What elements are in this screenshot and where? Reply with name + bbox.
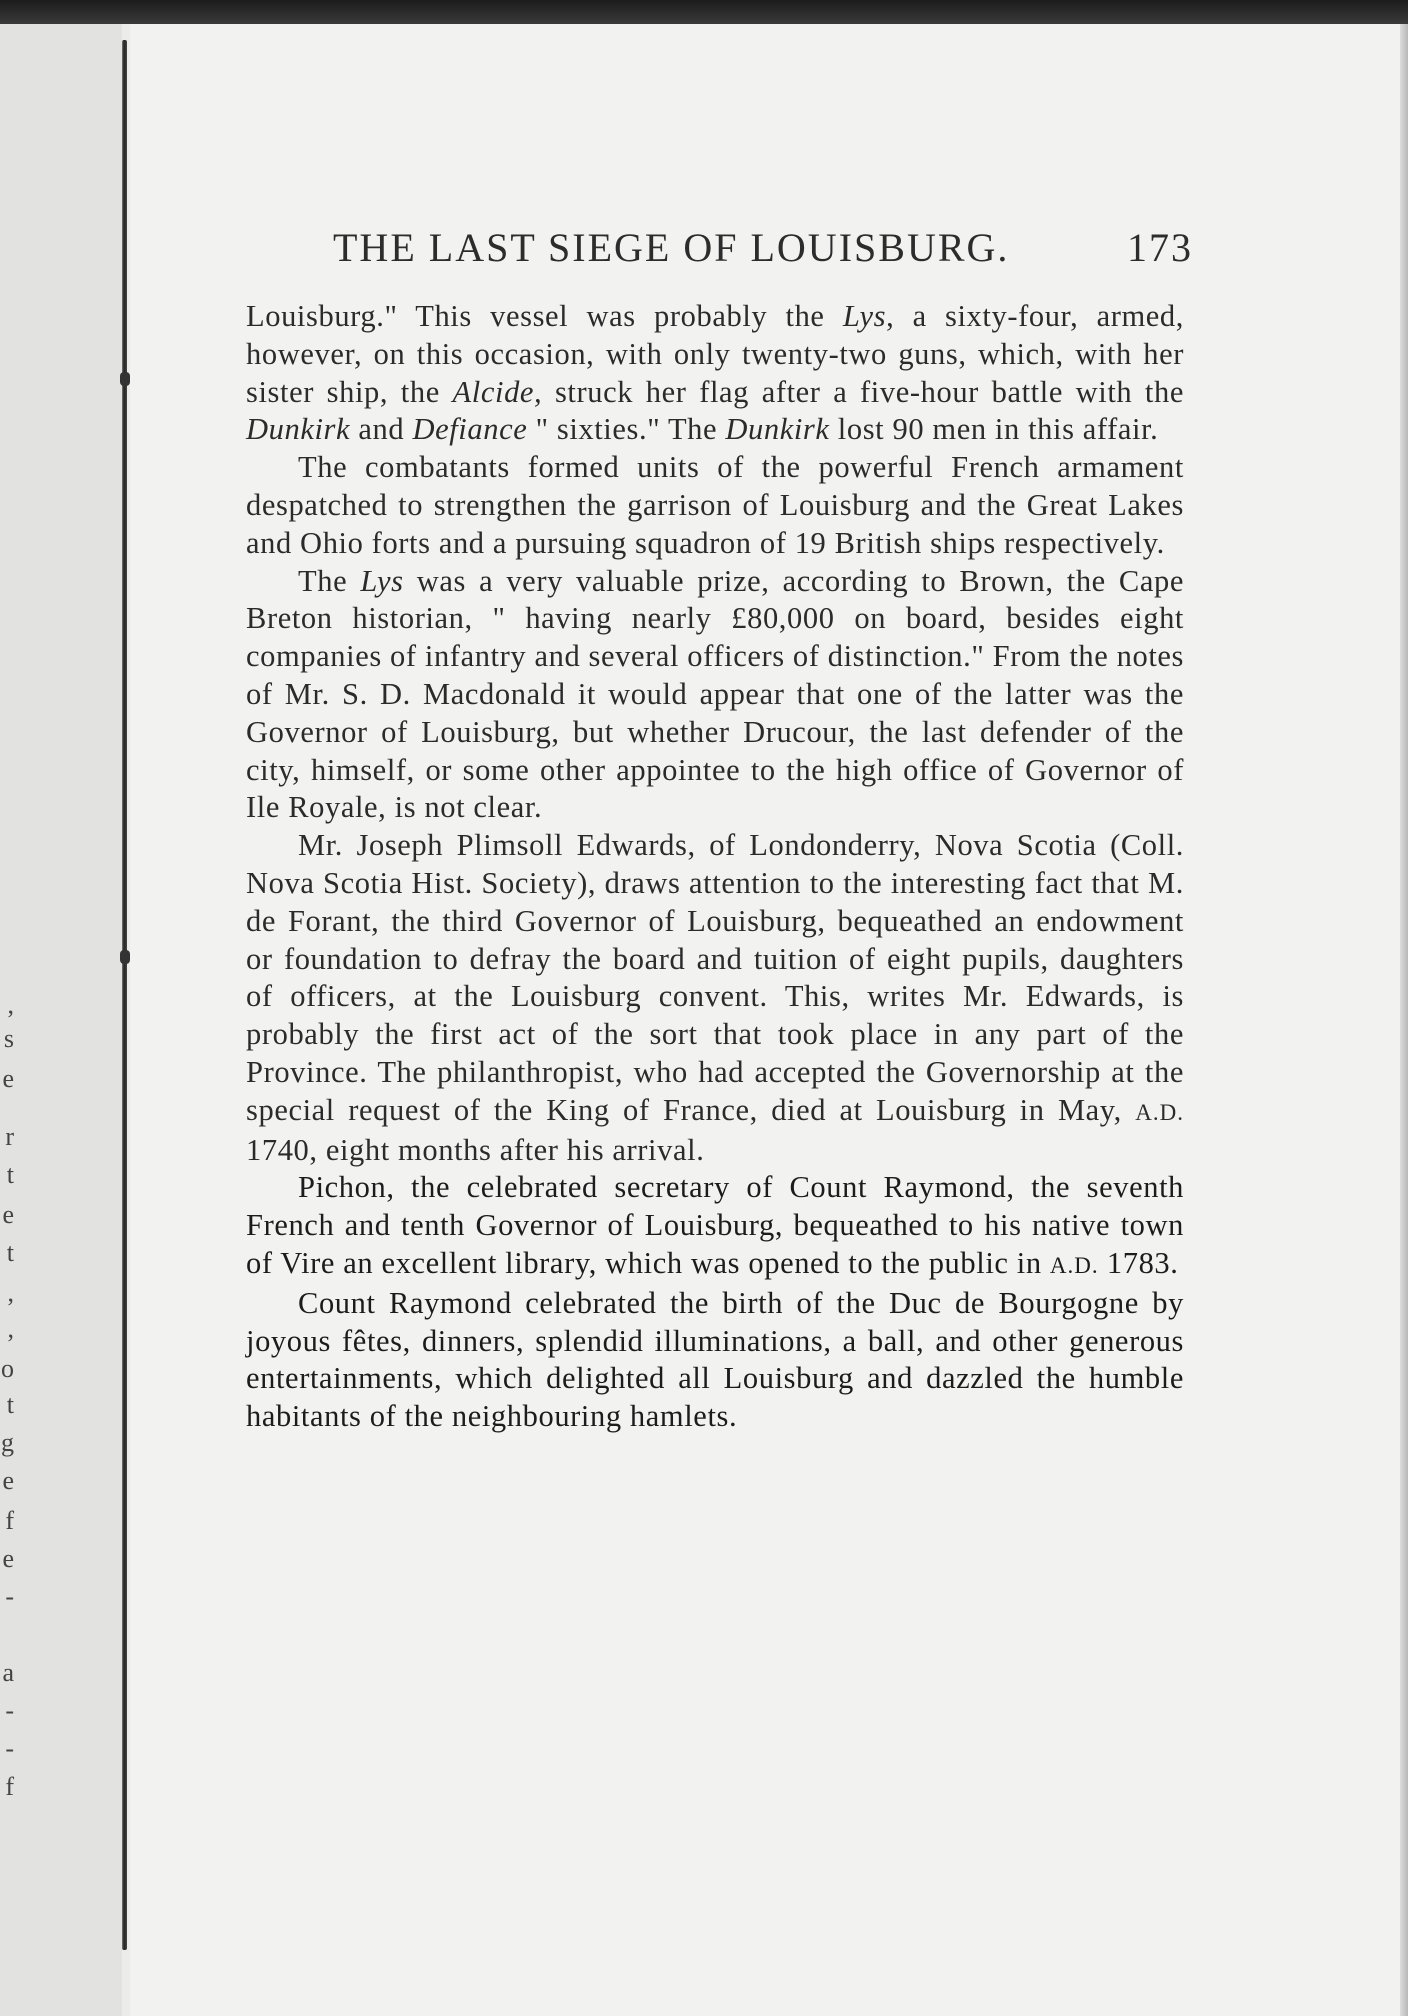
facing-page-fragment: o — [1, 1354, 14, 1383]
facing-page-fragment: e — [2, 1466, 14, 1495]
paragraph — [246, 563, 1184, 828]
paragraph: The combatants formed units of the powerful French armament despatched to strengthen the garrison of Louisburg and the Great Lakes and Ohio forts and a pursuing squadron of 19 British ships respectively. — [246, 450, 1184, 560]
text-run: Louisburg." This vessel was probably the — [246, 299, 843, 333]
binding-stitch-mark — [120, 950, 130, 964]
facing-page-fragment: - — [5, 1696, 14, 1725]
paragraph — [246, 1169, 1184, 1284]
body-text — [246, 298, 1184, 1436]
ship-name: Dunkirk — [725, 412, 830, 447]
running-head — [333, 224, 1193, 274]
text-run: Mr. Joseph Plimsoll Edwards, of Londonderry, Nova Scotia (Coll. Nova Scotia Hist. Society), draws attention to the interesting fact that M. de Forant, the third Governor of Louisburg, bequeathed an endowment or foundation to defray the board and tuition of eight pupils, daughters of officers, at the Louisburg convent. This, writes Mr. Edwards, is probably the first act of the sort that took place in any part of the Province. The philanthropist, who had accepted the Governorship at the special request of the King of France, died at Louisburg in May, — [246, 828, 1184, 1127]
ship-name: Lys — [360, 563, 404, 598]
ship-name: Alcide, — [452, 374, 543, 409]
facing-page-fragment: s — [3, 1024, 14, 1053]
facing-page-fragment: - — [5, 1734, 14, 1763]
ship-name: Defiance — [412, 412, 528, 447]
paragraph — [246, 298, 1184, 449]
facing-page-fragment: e — [2, 1064, 14, 1093]
facing-page-fragment: , — [7, 990, 14, 1019]
text-run: " sixties." The — [527, 412, 726, 447]
facing-page-edge — [0, 24, 122, 2016]
text-run: struck her flag after a five-hour battle with the — [542, 374, 1184, 409]
text-run: , a sixty-four, armed, however, on this occasion, with only twenty-two guns, which, with her sister ship, the — [246, 299, 1184, 409]
facing-page-fragment: , — [7, 1314, 14, 1343]
facing-page-fragment: e — [2, 1544, 14, 1573]
gutter-binding-line — [122, 40, 127, 1950]
text-run: The — [298, 563, 361, 598]
facing-page-fragment: t — [6, 1160, 14, 1189]
facing-page-fragment: f — [5, 1506, 14, 1535]
paragraph: Count Raymond celebrated the birth of the Duc de Bourgogne by joyous fêtes, dinners, splendid illuminations, a ball, and other generous entertainments, which delighted all Louisburg and dazzled the humble habitants of the neighbouring hamlets. — [246, 1285, 1184, 1434]
facing-page-fragment: e — [2, 1200, 14, 1229]
facing-page-fragment: f — [5, 1772, 14, 1801]
facing-page-fragment: , — [7, 1278, 14, 1307]
facing-page-fragment: r — [5, 1122, 14, 1151]
facing-page-fragment: g — [1, 1428, 14, 1457]
era-abbreviation: A.D. — [1135, 1099, 1184, 1125]
facing-page-fragment: t — [6, 1390, 14, 1419]
facing-page-fragment: a — [2, 1658, 14, 1687]
text-run: lost 90 men in this affair. — [829, 412, 1159, 447]
text-run: 1740, eight months after his arrival. — [246, 1132, 705, 1167]
facing-page-fragment: - — [5, 1582, 14, 1611]
text-run: and — [350, 412, 413, 447]
facing-page-fragment: t — [6, 1238, 14, 1267]
text-run: 1783. — [1098, 1245, 1179, 1280]
era-abbreviation: A.D. — [1049, 1252, 1099, 1278]
page-right-edge — [1400, 24, 1408, 2016]
binding-stitch-mark — [120, 372, 130, 386]
ship-name: Lys — [842, 299, 887, 333]
scan-top-border — [0, 0, 1408, 24]
text-run: Pichon, the celebrated secretary of Count Raymond, the seventh French and tenth Governor of Louisburg, bequeathed to his native town of Vire an excellent library, which was opened to the public in — [246, 1170, 1184, 1280]
text-run: was a very valuable prize, according to Brown, the Cape Breton historian, " having nearly £80,000 on board, besides eight companies of infantry and several officers of distinction." From the notes of Mr. S. D. Macdonald it would appear that one of the latter was the Governor of Louisburg, but whether Drucour, the last defender of the city, himself, or some other appointee to the high office of Governor of Ile Royale, is not clear. — [246, 563, 1185, 825]
ship-name: Dunkirk — [246, 412, 351, 447]
running-head-title: THE LAST SIEGE OF LOUISBURG. — [333, 225, 1010, 270]
page-number: 173 — [1127, 225, 1193, 270]
paragraph — [246, 827, 1184, 1169]
